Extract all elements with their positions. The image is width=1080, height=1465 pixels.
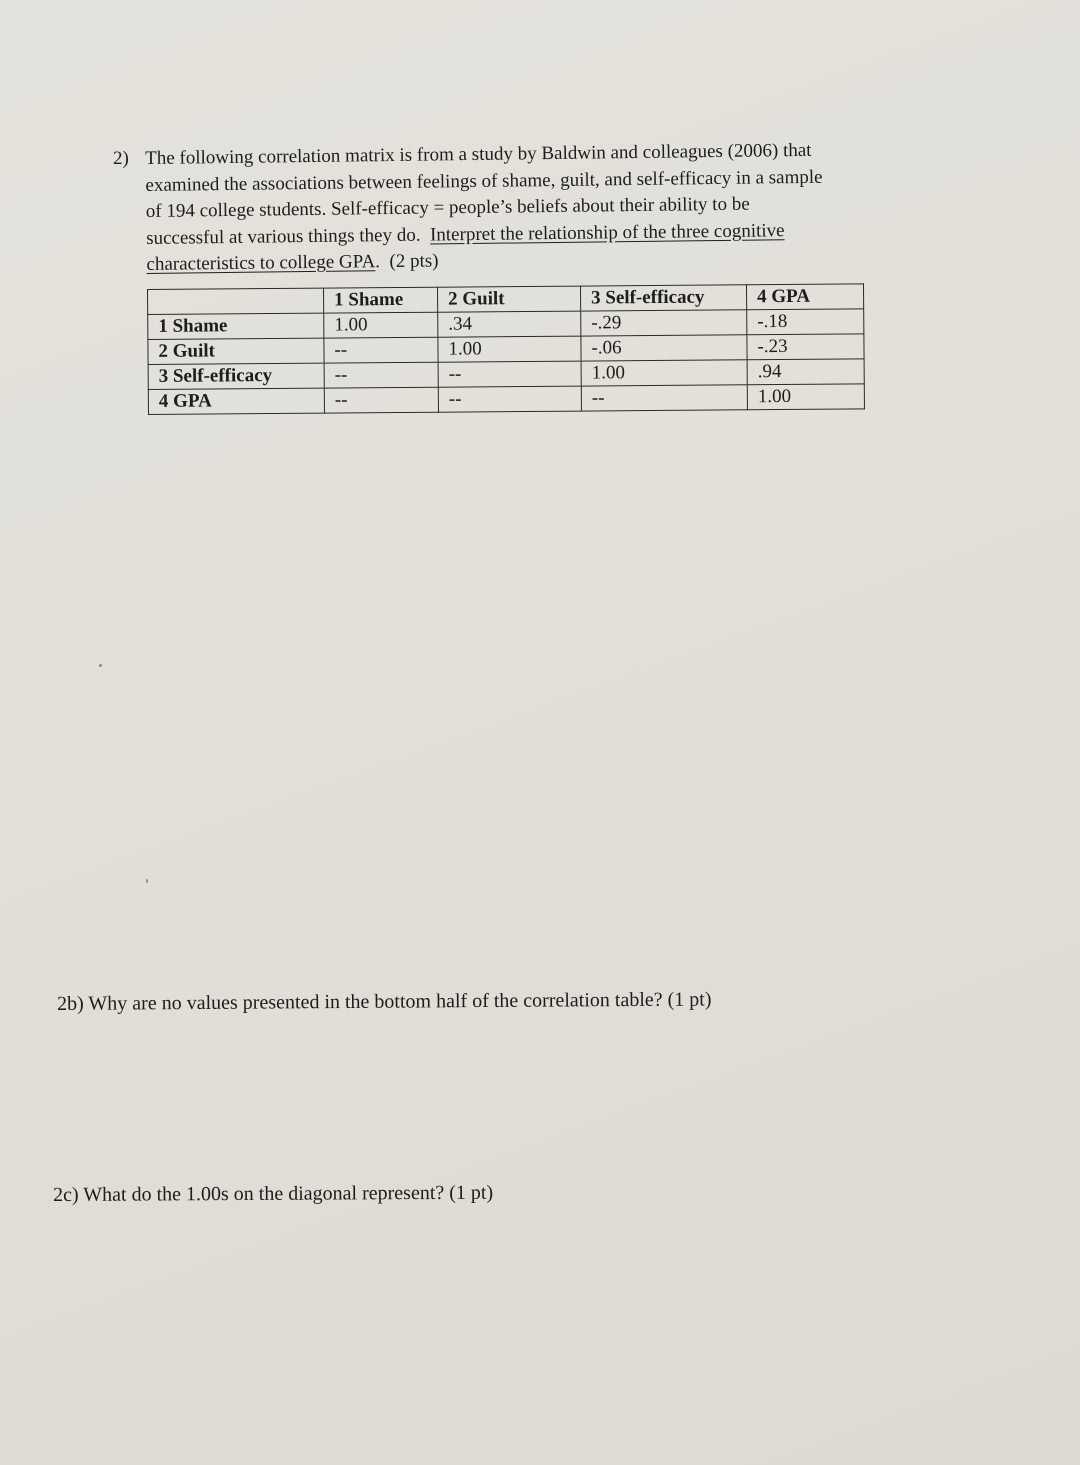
column-header: 1 Shame <box>323 287 437 313</box>
question-line-4: successful at various things they do. <box>145 224 421 249</box>
question-number: 2) <box>113 148 129 169</box>
table-cell: 1.00 <box>581 360 747 386</box>
table-cell: -- <box>581 385 747 411</box>
question-points: (2 pts) <box>389 250 439 273</box>
paper-speck <box>99 664 102 667</box>
table-cell: 1.00 <box>747 384 864 410</box>
correlation-table <box>147 283 865 415</box>
instruction-part-1: Interpret the relationship of the three cognitive <box>429 219 785 246</box>
instruction-period: . <box>375 251 381 273</box>
table-cell: -- <box>438 386 581 412</box>
column-header: 2 Guilt <box>437 286 580 312</box>
table-cell: -- <box>438 361 581 387</box>
table-cell: .34 <box>438 311 581 337</box>
table-cell: -.29 <box>581 310 747 336</box>
table-cell: -.06 <box>581 335 747 361</box>
corner-cell <box>148 288 324 314</box>
question-2b: 2b) Why are no values presented in the bottom half of the correlation table? (1 pt) <box>57 988 712 1015</box>
row-header: 2 Guilt <box>148 338 324 364</box>
question-2c: 2c) What do the 1.00s on the diagonal represent? (1 pt) <box>53 1181 494 1206</box>
row-header: 3 Self-efficacy <box>148 363 324 389</box>
question-line-2: examined the associations between feelings of shame, guilt, and self-efficacy in a sample <box>145 166 823 196</box>
correlation-matrix <box>147 283 865 415</box>
row-header: 1 Shame <box>148 313 324 339</box>
instruction-part-2: characteristics to college GPA <box>146 251 376 275</box>
table-cell: .94 <box>747 359 864 385</box>
paper-speck <box>146 879 148 883</box>
table-row <box>148 384 864 415</box>
row-header: 4 GPA <box>148 388 324 414</box>
table-cell: -- <box>324 387 438 413</box>
question-text <box>145 136 937 278</box>
column-header: 3 Self-efficacy <box>580 285 746 311</box>
table-cell: -- <box>324 362 438 388</box>
question-line-1: The following correlation matrix is from a study by Baldwin and colleagues (2006) that <box>145 139 812 169</box>
table-cell: 1.00 <box>324 312 438 338</box>
table-cell: -.18 <box>747 309 864 335</box>
table-cell: 1.00 <box>438 336 581 362</box>
table-cell: -.23 <box>747 334 864 360</box>
table-cell: -- <box>324 337 438 363</box>
question-line-3: of 194 college students. Self-efficacy = people’s beliefs about their ability to be <box>145 193 750 222</box>
column-header: 4 GPA <box>746 284 863 310</box>
